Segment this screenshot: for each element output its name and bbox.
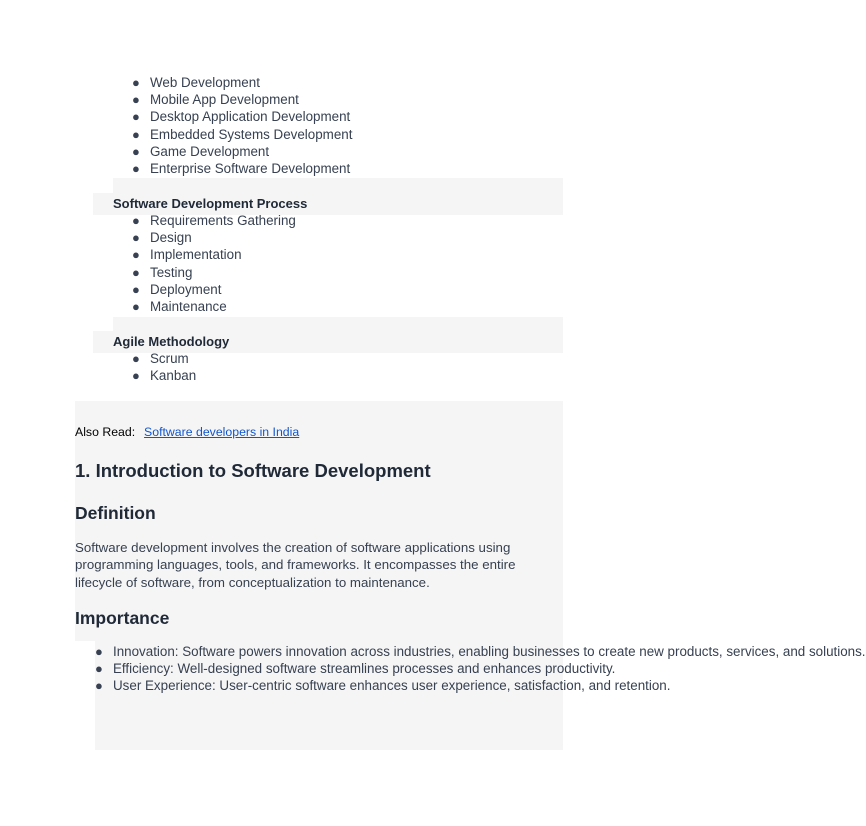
bullet-icon: ● [132,299,140,315]
bullet-icon: ● [95,644,103,659]
list-item: ● Implementation [132,247,242,263]
bullet-icon: ● [132,368,140,384]
bullet-icon: ● [132,109,140,125]
bullet-icon: ● [132,143,140,159]
also-read-label: Also Read: [75,425,136,439]
bullet-icon: ● [132,230,140,246]
list-item: ● Deployment [132,281,222,297]
bullet-icon: ● [132,264,140,280]
bullet-icon: ● [132,126,140,142]
bullet-icon: ● [132,161,140,177]
list-item: ● Efficiency: Well-designed software streamlines processes and enhances productivity. [95,661,616,677]
process-list [132,212,296,315]
process-heading: Software Development Process [113,196,308,211]
list-item: ● Desktop Application Development [132,109,351,125]
list-item: ● Maintenance [132,299,227,315]
development-types-list [132,74,353,177]
list-item: ● Web Development [132,75,260,90]
agile-list [132,350,197,384]
list-item: ● Innovation: Software powers innovation across industries, enabling businesses to create new products, services, and solutions. [95,644,866,659]
bullet-icon: ● [95,678,103,694]
bullet-icon: ● [132,351,140,366]
highlight-block [93,193,113,215]
list-item: ● Game Development [132,143,270,159]
definition-paragraph: Software development involves the creation of software applications using programming languages, tools, and frameworks. It encompasses the entire lifecycle of software, from conceptualization to maintenance. [75,540,516,590]
importance-list [95,643,866,695]
list-item: ● Design [132,230,192,246]
list-item: ● Mobile App Development [132,92,299,108]
bullet-icon: ● [132,247,140,263]
bullet-icon: ● [132,92,140,108]
list-item: ● Requirements Gathering [132,213,296,228]
highlight-block [93,331,113,353]
agile-heading: Agile Methodology [113,334,230,349]
list-item: ● User Experience: User-centric software enhances user experience, satisfaction, and retention. [95,678,671,694]
list-item: ● Testing [132,264,193,280]
list-item: ● Embedded Systems Development [132,126,353,142]
page-title: 1. Introduction to Software Development [75,460,431,481]
list-item: ● Scrum [132,351,189,366]
bullet-icon: ● [132,213,140,228]
bullet-icon: ● [95,661,103,677]
bullet-icon: ● [132,281,140,297]
list-item: ● Enterprise Software Development [132,161,351,177]
importance-heading: Importance [75,608,170,628]
bullet-icon: ● [132,75,140,90]
list-item: ● Kanban [132,368,197,384]
also-read-link[interactable]: Software developers in India [144,425,300,439]
definition-heading: Definition [75,503,156,523]
also-read [75,423,299,441]
